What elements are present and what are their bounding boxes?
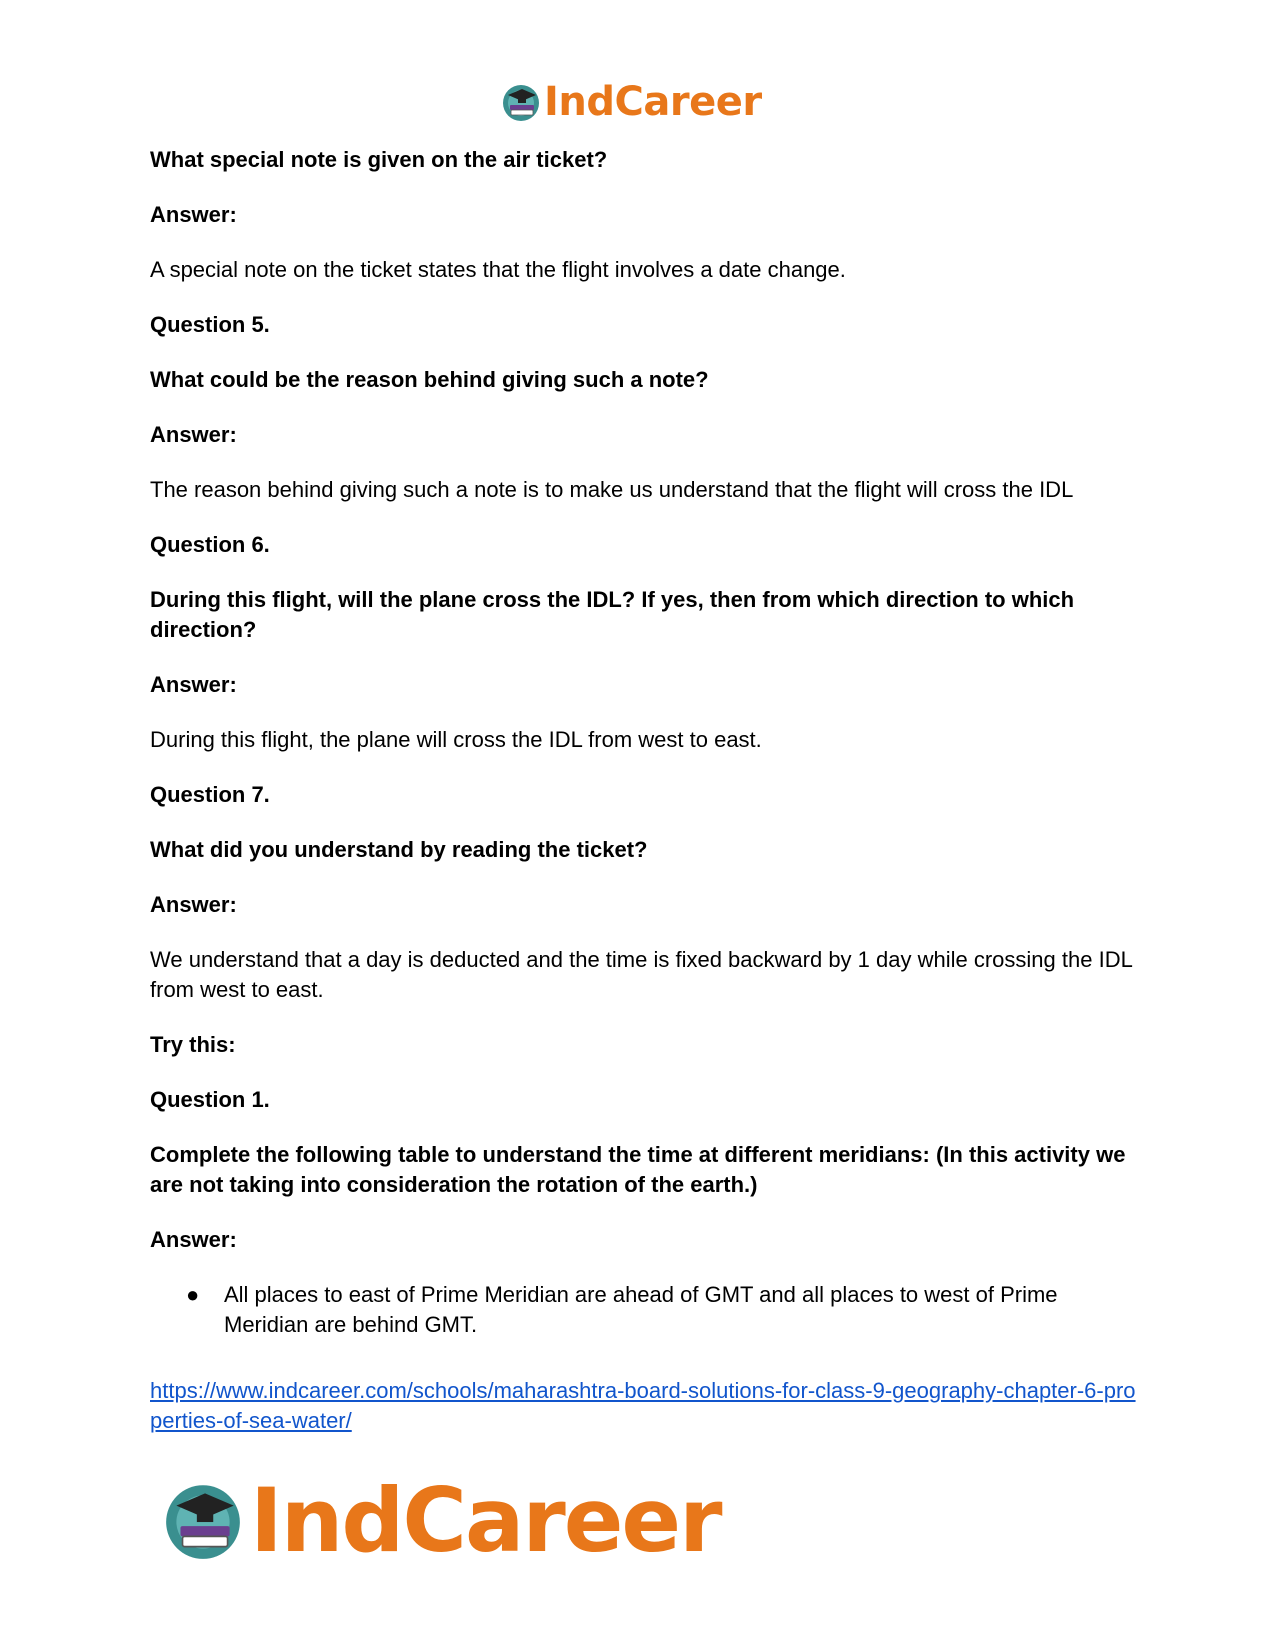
question-text: What special note is given on the air ticket? [150,147,608,172]
question-number: Question 1. [150,1087,270,1112]
answer-label: Answer: [150,892,237,917]
header-logo [500,80,762,124]
brand-name: IndCareer [544,79,762,125]
question-number: Question 6. [150,532,270,557]
answer-text: A special note on the ticket states that the flight involves a date change. [150,257,846,282]
source-link[interactable]: https://www.indcareer.com/schools/maharashtra-board-solutions-for-class-9-geography-chapter-6-properties-of-sea-water/ [150,1378,1136,1433]
list-item-text: All places to east of Prime Meridian are ahead of GMT and all places to west of Prime Meridian are behind GMT. [224,1282,1058,1337]
answer-text: During this flight, the plane will cross the IDL from west to east. [150,727,762,752]
list-item [150,1280,1140,1340]
section-heading: Try this: [150,1032,236,1057]
answer-label: Answer: [150,202,237,227]
question-text: What did you understand by reading the ticket? [150,837,648,862]
answer-label: Answer: [150,1227,237,1252]
question-text: Complete the following table to understand the time at different meridians: (In this activity we are not taking into consideration the rotation of the earth.) [150,1142,1126,1197]
question-number: Question 5. [150,312,270,337]
answer-text: We understand that a day is deducted and the time is fixed backward by 1 day while crossing the IDL from west to east. [150,947,1132,1002]
footer-logo [160,1470,721,1570]
question-text: What could be the reason behind giving such a note? [150,367,709,392]
question-number: Question 7. [150,782,270,807]
answer-label: Answer: [150,422,237,447]
graduation-cap-books-globe-icon [160,1477,246,1563]
document-body [150,145,1140,1436]
graduation-cap-books-globe-icon [500,81,542,123]
question-text: During this flight, will the plane cross the IDL? If yes, then from which direction to which direction? [150,587,1075,642]
bullet-icon: ● [186,1282,200,1307]
answer-label: Answer: [150,672,237,697]
brand-name: IndCareer [250,1468,721,1572]
answer-text: The reason behind giving such a note is to make us understand that the flight will cross the IDL [150,477,1074,502]
